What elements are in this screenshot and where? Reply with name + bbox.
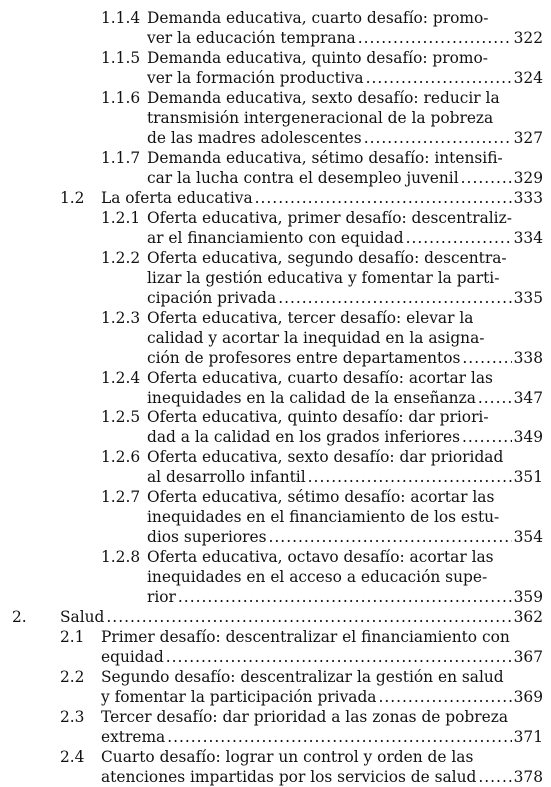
dot-leader [166, 647, 512, 667]
page-number: 347 [513, 389, 543, 407]
entry-title-line: Demanda educativa, sexto desafío: reducir la [147, 89, 500, 107]
entry-number: 1.1.5 [101, 49, 141, 67]
entry-title-line: Primer desafío: descentralizar el financiamiento con [101, 628, 510, 646]
entry-number: 1.2.2 [101, 249, 141, 267]
page-number: 349 [513, 428, 543, 446]
entry-leader-line [101, 727, 543, 747]
entry-title-line: Oferta educativa, segundo desafío: descentra- [147, 249, 507, 267]
dot-leader [308, 467, 512, 487]
page-number: 371 [513, 728, 543, 746]
page-number: 359 [513, 588, 543, 606]
entry-title-line: lizar la gestión educativa y fomentar la parti- [147, 269, 500, 287]
entry-title-line: Oferta educativa, tercer desafío: elevar la [147, 309, 474, 327]
entry-title-line: equidad [101, 648, 164, 666]
page-number: 362 [513, 608, 543, 626]
entry-number: 1.2.6 [101, 448, 141, 466]
entry-number: 2.2 [60, 668, 85, 686]
entry-title-line: Cuarto desafío: lograr un control y orden de las [101, 748, 474, 766]
entry-title-line: Salud [60, 608, 105, 626]
dot-leader [406, 228, 512, 248]
entry-leader-line [101, 687, 543, 707]
page-number: 335 [513, 289, 543, 307]
entry-number: 2. [12, 608, 27, 626]
entry-leader-line [147, 28, 543, 48]
entry-leader-line [147, 128, 543, 148]
entry-title-line: y fomentar la participación privada [101, 688, 377, 706]
page-number: 354 [513, 528, 543, 546]
entry-leader-line [147, 168, 543, 188]
entry-title-line: ar el financiamiento con equidad [147, 229, 404, 247]
entry-leader-line [101, 767, 543, 787]
entry-number: 1.2 [60, 189, 85, 207]
entry-title-line: Tercer desafío: dar prioridad a las zonas de pobreza [101, 708, 509, 726]
entry-title-line: Demanda educativa, sétimo desafío: intensifi- [147, 149, 503, 167]
entry-leader-line [147, 388, 543, 408]
entry-title-line: Oferta educativa, quinto desafío: dar priori- [147, 408, 489, 426]
entry-title-line: transmisión intergeneracional de la pobreza [147, 109, 494, 127]
entry-leader-line [101, 647, 543, 667]
entry-title-line: calidad y acortar la inequidad en la asigna- [147, 329, 485, 347]
page-number: 333 [513, 189, 543, 207]
entry-number: 1.2.1 [101, 209, 141, 227]
entry-title-line: La oferta educativa [101, 189, 253, 207]
entry-leader-line [147, 427, 543, 447]
entry-title-line: Segundo desafío: descentralizar la gestión en salud [101, 668, 504, 686]
entry-number: 1.1.6 [101, 89, 141, 107]
page-number: 378 [513, 768, 543, 786]
dot-leader [106, 607, 511, 627]
dot-leader [358, 28, 512, 48]
dot-leader [461, 168, 512, 188]
page-number: 351 [513, 468, 543, 486]
entry-title-line: atenciones impartidas por los servicios de salud [101, 768, 477, 786]
entry-leader-line [101, 188, 543, 208]
entry-number: 1.2.3 [101, 309, 141, 327]
entry-title-line: ver la formación productiva [147, 69, 364, 87]
entry-title-line: Oferta educativa, primer desafío: descentraliz- [147, 209, 512, 227]
page-number: 322 [513, 29, 543, 47]
entry-number: 1.2.7 [101, 488, 141, 506]
page-number: 367 [513, 648, 543, 666]
entry-leader-line [147, 68, 543, 88]
entry-title-line: cipación privada [147, 289, 277, 307]
entry-leader-line [147, 288, 543, 308]
dot-leader [478, 767, 511, 787]
entry-number: 1.1.7 [101, 149, 141, 167]
page-number: 327 [513, 129, 543, 147]
entry-title-line: Oferta educativa, sexto desafío: dar prioridad [147, 448, 504, 466]
entry-title-line: Demanda educativa, quinto desafío: promo- [147, 49, 488, 67]
page-number: 334 [513, 229, 543, 247]
entry-title-line: Oferta educativa, octavo desafío: acortar las [147, 548, 494, 566]
dot-leader [378, 687, 511, 707]
entry-title-line: car la lucha contra el desempleo juvenil [147, 169, 459, 187]
dot-leader [366, 68, 512, 88]
entry-number: 2.4 [60, 748, 85, 766]
entry-title-line: Oferta educativa, sétimo desafío: acortar las [147, 488, 495, 506]
entry-title-line: al desarrollo infantil [147, 468, 306, 486]
entry-title-line: de las madres adolescentes [147, 129, 362, 147]
entry-title-line: ción de profesores entre departamentos [147, 349, 461, 367]
dot-leader [255, 188, 512, 208]
entry-number: 2.1 [60, 628, 85, 646]
entry-title-line: rior [147, 588, 176, 606]
entry-title-line: ver la educación temprana [147, 29, 356, 47]
page-number: 324 [513, 69, 543, 87]
dot-leader [278, 288, 511, 308]
entry-title-line: dios superiores [147, 528, 267, 546]
entry-leader-line [147, 228, 543, 248]
dot-leader [478, 388, 512, 408]
entry-leader-line [147, 527, 543, 547]
dot-leader [462, 348, 511, 368]
dot-leader [462, 427, 512, 447]
dot-leader [167, 727, 511, 747]
entry-title-line: inequidades en el financiamiento de los estu- [147, 508, 500, 526]
entry-title-line: Oferta educativa, cuarto desafío: acortar las [147, 369, 493, 387]
page-number: 369 [513, 688, 543, 706]
entry-title-line: inequidades en el acceso a educación supe- [147, 568, 488, 586]
entry-leader-line [147, 587, 543, 607]
entry-leader-line [60, 607, 543, 627]
entry-number: 1.2.4 [101, 369, 141, 387]
dot-leader [269, 527, 512, 547]
dot-leader [178, 587, 512, 607]
entry-leader-line [147, 348, 543, 368]
page-number: 338 [513, 349, 543, 367]
entry-title-line: extrema [101, 728, 166, 746]
entry-number: 1.2.8 [101, 548, 141, 566]
entry-number: 1.1.4 [101, 9, 141, 27]
entry-title-line: Demanda educativa, cuarto desafío: promo- [147, 9, 489, 27]
entry-number: 2.3 [60, 708, 85, 726]
entry-leader-line [147, 467, 543, 487]
entry-number: 1.2.5 [101, 408, 141, 426]
entry-title-line: dad a la calidad en los grados inferiores [147, 428, 460, 446]
page-number: 329 [513, 169, 543, 187]
dot-leader [364, 128, 512, 148]
entry-title-line: inequidades en la calidad de la enseñanza [147, 389, 476, 407]
